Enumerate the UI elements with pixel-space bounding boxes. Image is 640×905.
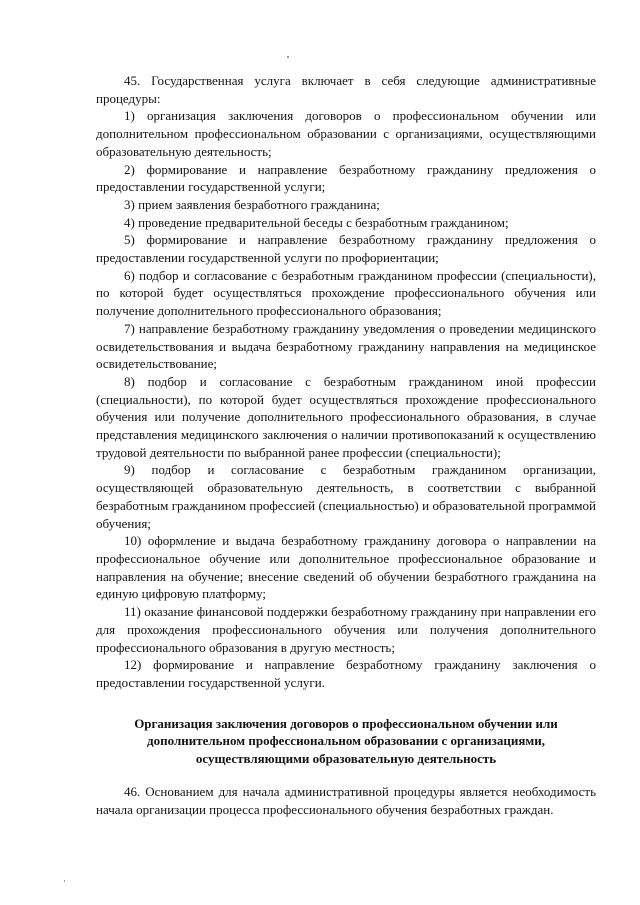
- procedure-item-3: 3) прием заявления безработного гражданина;: [124, 196, 380, 212]
- procedure-item-1: 1) организация заключения договоров о профессиональном обучении или дополнительном профессиональном образовании с организациями, осуществляющими образовательную деятельность;: [96, 108, 596, 159]
- procedure-item-5: 5) формирование и направление безработному гражданину предложения о предоставлении государственной услуги по профориентации;: [96, 232, 596, 266]
- procedure-item-2: 2) формирование и направление безработному гражданину предложения о предоставлении государственной услуги;: [96, 161, 596, 195]
- section-heading: Организация заключения договоров о профессиональном обучении или дополнительном профессиональном образовании с организациями, осуществляющими образовательную деятельность: [134, 715, 558, 766]
- procedure-item-9: 9) подбор и согласование с безработным гражданином организации, осуществляющей образовательную деятельность, в соответствии с выбранной безработным гражданином профессией (специальностью) и образовательной программой обучения;: [96, 462, 596, 531]
- document-body: [96, 72, 596, 819]
- procedure-item-12: 12) формирование и направление безработному гражданину заключения о предоставлении государственной услуги.: [96, 657, 596, 690]
- scan-mark-bottom: [64, 880, 65, 882]
- procedure-item-11: 11) оказание финансовой поддержки безработному гражданину при направлении его для прохождения профессионального обучения или получения дополнительного профессионального образования в другую местность;: [96, 604, 596, 655]
- procedure-item-6: 6) подбор и согласование с безработным гражданином профессии (специальности), по которой будет осуществляться прохождение профессионального обучения или получение дополнительного профессионального образования;: [96, 267, 596, 319]
- procedure-item-4: 4) проведение предварительной беседы с безработным гражданином;: [124, 214, 509, 230]
- paragraph-46: 46. Основанием для начала административной процедуры является необходимость начала организации процесса профессионального обучения безработных граждан.: [96, 784, 596, 817]
- paragraph-45-intro: 45. Государственная услуга включает в себя следующие административные процедуры:: [96, 73, 596, 106]
- procedure-item-7: 7) направление безработному гражданину уведомления о проведении медицинского освидетельствования и выдача безработному гражданину направления на медицинское освидетельствование;: [96, 320, 596, 372]
- scan-mark-top: [287, 56, 289, 58]
- procedure-item-8: 8) подбор и согласование с безработным гражданином иной профессии (специальности), по которой будет осуществляться прохождение профессионального обучения или получение дополнительного профессионального образования, в случае представления медицинского заключения о наличии противопоказаний к осуществлению трудовой деятельности по выбранной ранее профессии (специальности);: [96, 373, 596, 460]
- procedure-item-10: 10) оформление и выдача безработному гражданину договора о направлении на профессиональное обучение или дополнительное профессиональное образование и направления на обучение; внесение сведений об обучении безработного гражданина на единую цифровую платформу;: [96, 533, 596, 602]
